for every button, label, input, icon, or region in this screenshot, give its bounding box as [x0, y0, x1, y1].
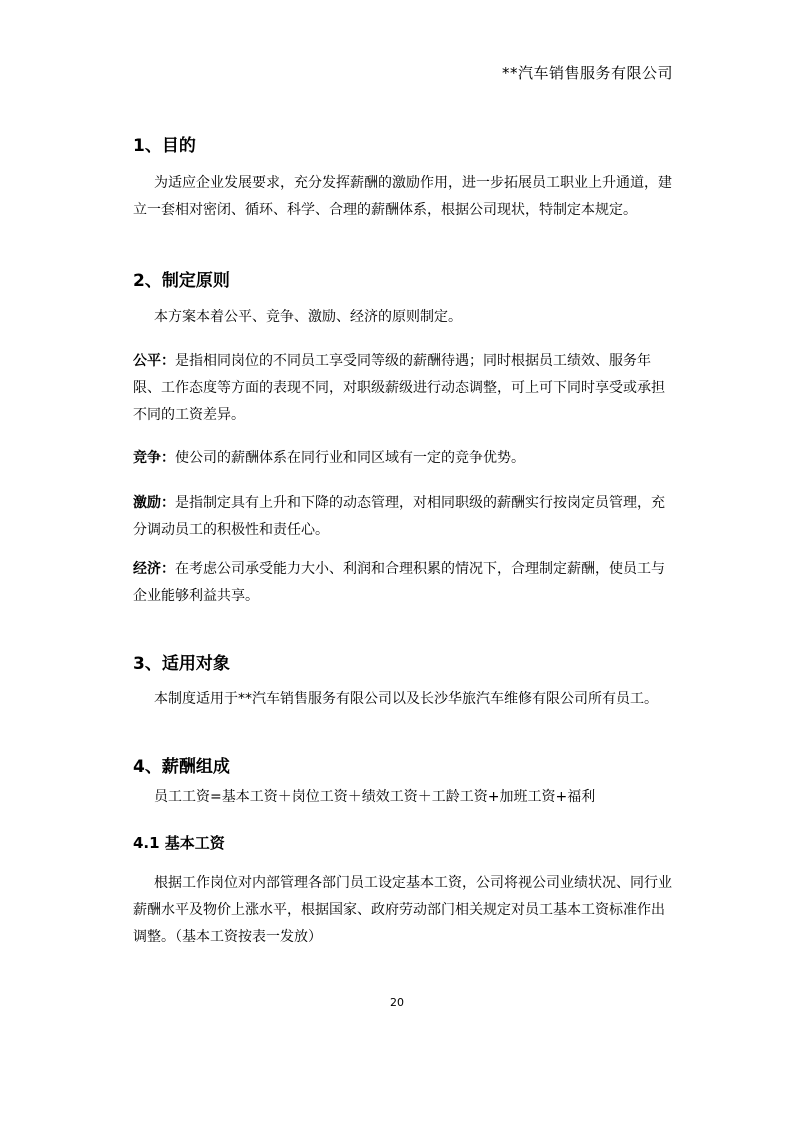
page-number: 20	[390, 996, 404, 1009]
scope-paragraph: 本制度适用于**汽车销售服务有限公司以及长沙华旅汽车维修有限公司所有员工。	[154, 691, 658, 707]
principle-term: 公平：	[133, 353, 175, 369]
principle-incentive	[133, 490, 678, 544]
principle-fairness	[133, 348, 678, 429]
principles-intro: 本方案本着公平、竞争、激励、经济的原则制定。	[154, 309, 462, 325]
section-heading-scope: 3、适用对象	[133, 654, 230, 674]
subsection-heading-base-salary: 4.1 基本工资	[133, 834, 225, 852]
principle-text: 在考虑公司承受能力大小、利润和合理积累的情况下，合理制定薪酬，使员工与企业能够利益共享。	[133, 561, 665, 604]
section-heading-composition: 4、薪酬组成	[133, 757, 230, 777]
principle-text: 使公司的薪酬体系在同行业和同区域有一定的竞争优势。	[175, 450, 525, 466]
principle-economy	[133, 556, 678, 610]
principle-term: 竞争：	[133, 450, 175, 466]
section-heading-principles: 2、制定原则	[133, 271, 230, 291]
purpose-paragraph: 为适应企业发展要求，充分发挥薪酬的激励作用，进一步拓展员工职业上升通道，建立一套相对密闭、循环、科学、合理的薪酬体系，根据公司现状，特制定本规定。	[133, 175, 672, 218]
salary-formula: 员工工资=基本工资＋岗位工资＋绩效工资＋工龄工资+加班工资+福利	[154, 789, 596, 805]
company-header: **汽车销售服务有限公司	[501, 64, 673, 82]
section-heading-purpose: 1、目的	[133, 136, 196, 156]
principle-text: 是指相同岗位的不同员工享受同等级的薪酬待遇；同时根据员工绩效、服务年限、工作态度等方面的表现不同，对职级薪级进行动态调整，可上可下同时享受或承担不同的工资差异。	[133, 353, 665, 423]
principle-term: 经济：	[133, 561, 175, 577]
base-salary-paragraph: 根据工作岗位对内部管理各部门员工设定基本工资，公司将视公司业绩状况、同行业薪酬水平及物价上涨水平，根据国家、政府劳动部门相关规定对员工基本工资标准作出调整。（基本工资按表一发放）	[133, 875, 672, 945]
principle-text: 是指制定具有上升和下降的动态管理，对相同职级的薪酬实行按岗定员管理，充分调动员工的积极性和责任心。	[133, 495, 665, 538]
principle-term: 激励：	[133, 495, 175, 511]
principle-competition	[133, 445, 678, 472]
